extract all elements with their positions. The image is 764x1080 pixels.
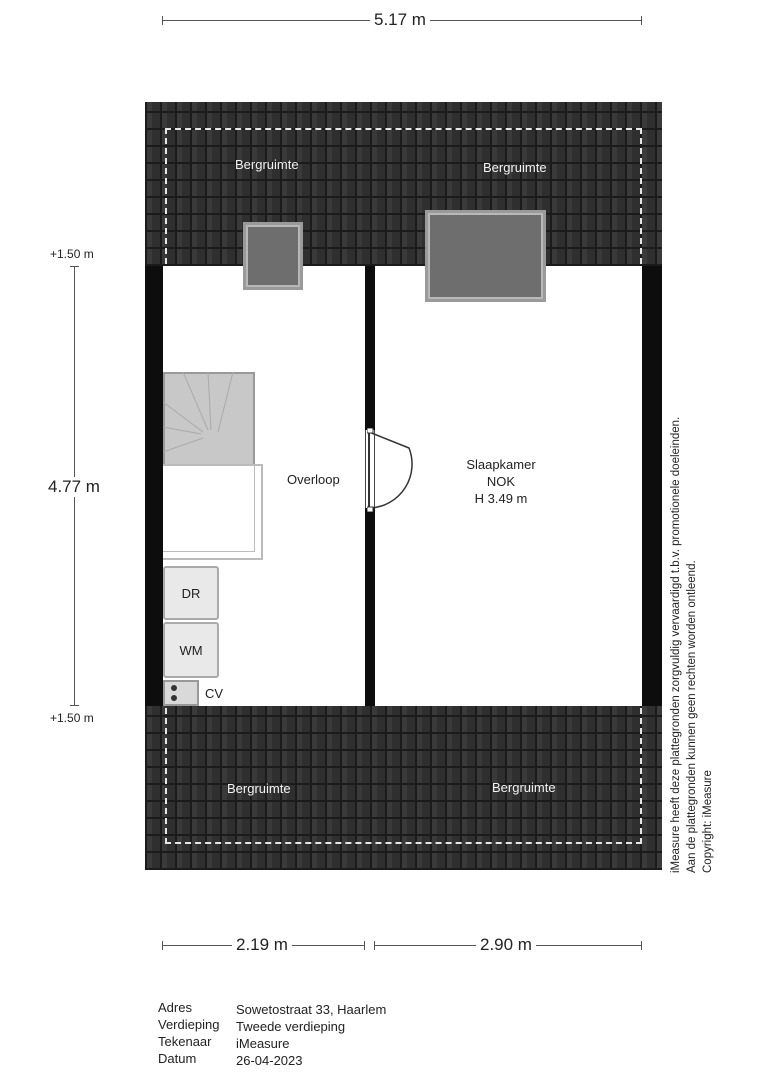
skylight-left <box>243 222 303 290</box>
height-label-top: +1.50 m <box>50 247 94 261</box>
bedroom-name: Slaapkamer <box>466 457 536 472</box>
disclaimer-line-2: Aan de plattegronden kunnen geen rechten worden ontleend. <box>686 560 698 873</box>
door-swing <box>367 428 413 512</box>
left-dimension-label: 4.77 m <box>44 477 104 497</box>
washing-machine: WM <box>163 622 219 678</box>
info-label-address: Adres <box>158 1000 192 1015</box>
info-label-floor: Verdieping <box>158 1017 220 1032</box>
info-value-address: Sowetostraat 33, Haarlem <box>236 1002 387 1017</box>
dryer: DR <box>163 566 219 620</box>
info-label-drafter: Tekenaar <box>158 1034 212 1049</box>
boiler-unit <box>163 680 199 706</box>
storage-label-bottom-left: Bergruimte <box>227 781 291 796</box>
info-value-floor: Tweede verdieping <box>236 1019 346 1034</box>
height-label-bottom: +1.50 m <box>50 711 94 725</box>
stair-opening <box>163 464 263 560</box>
info-label-date: Datum <box>158 1051 197 1066</box>
stair-steps <box>163 372 255 470</box>
staircase <box>163 372 255 470</box>
skylight-right <box>425 210 546 302</box>
storage-label-top-right: Bergruimte <box>483 160 547 175</box>
bedroom-ridge-label: NOK <box>486 474 516 489</box>
left-wall <box>145 266 163 706</box>
storage-label-top-left: Bergruimte <box>235 157 299 172</box>
bottom-left-dimension-label: 2.19 m <box>232 935 292 955</box>
top-dimension-label: 5.17 m <box>370 10 430 30</box>
partition-wall-upper <box>365 266 375 430</box>
disclaimer-line-1: iMeasure heeft deze plattegronden zorgvuldig vervaardigd t.b.v. promotionele doeleinden. <box>670 416 682 873</box>
landing-label: Overloop <box>287 472 340 487</box>
disclaimer-line-3: Copyright: iMeasure <box>702 770 714 873</box>
right-wall <box>642 266 662 706</box>
info-values <box>236 1001 386 1069</box>
floor-plan <box>145 102 662 870</box>
bedroom-label <box>451 456 551 507</box>
storage-label-bottom-right: Bergruimte <box>492 780 556 795</box>
info-value-drafter: iMeasure <box>236 1036 290 1051</box>
bottom-right-dimension-label: 2.90 m <box>476 935 536 955</box>
disclaimer <box>668 417 716 873</box>
info-labels <box>158 999 219 1067</box>
partition-wall-lower <box>365 508 375 706</box>
info-value-date: 26-04-2023 <box>236 1053 303 1068</box>
bedroom-ridge-height: H 3.49 m <box>474 491 528 506</box>
boiler-label: CV <box>205 686 224 701</box>
